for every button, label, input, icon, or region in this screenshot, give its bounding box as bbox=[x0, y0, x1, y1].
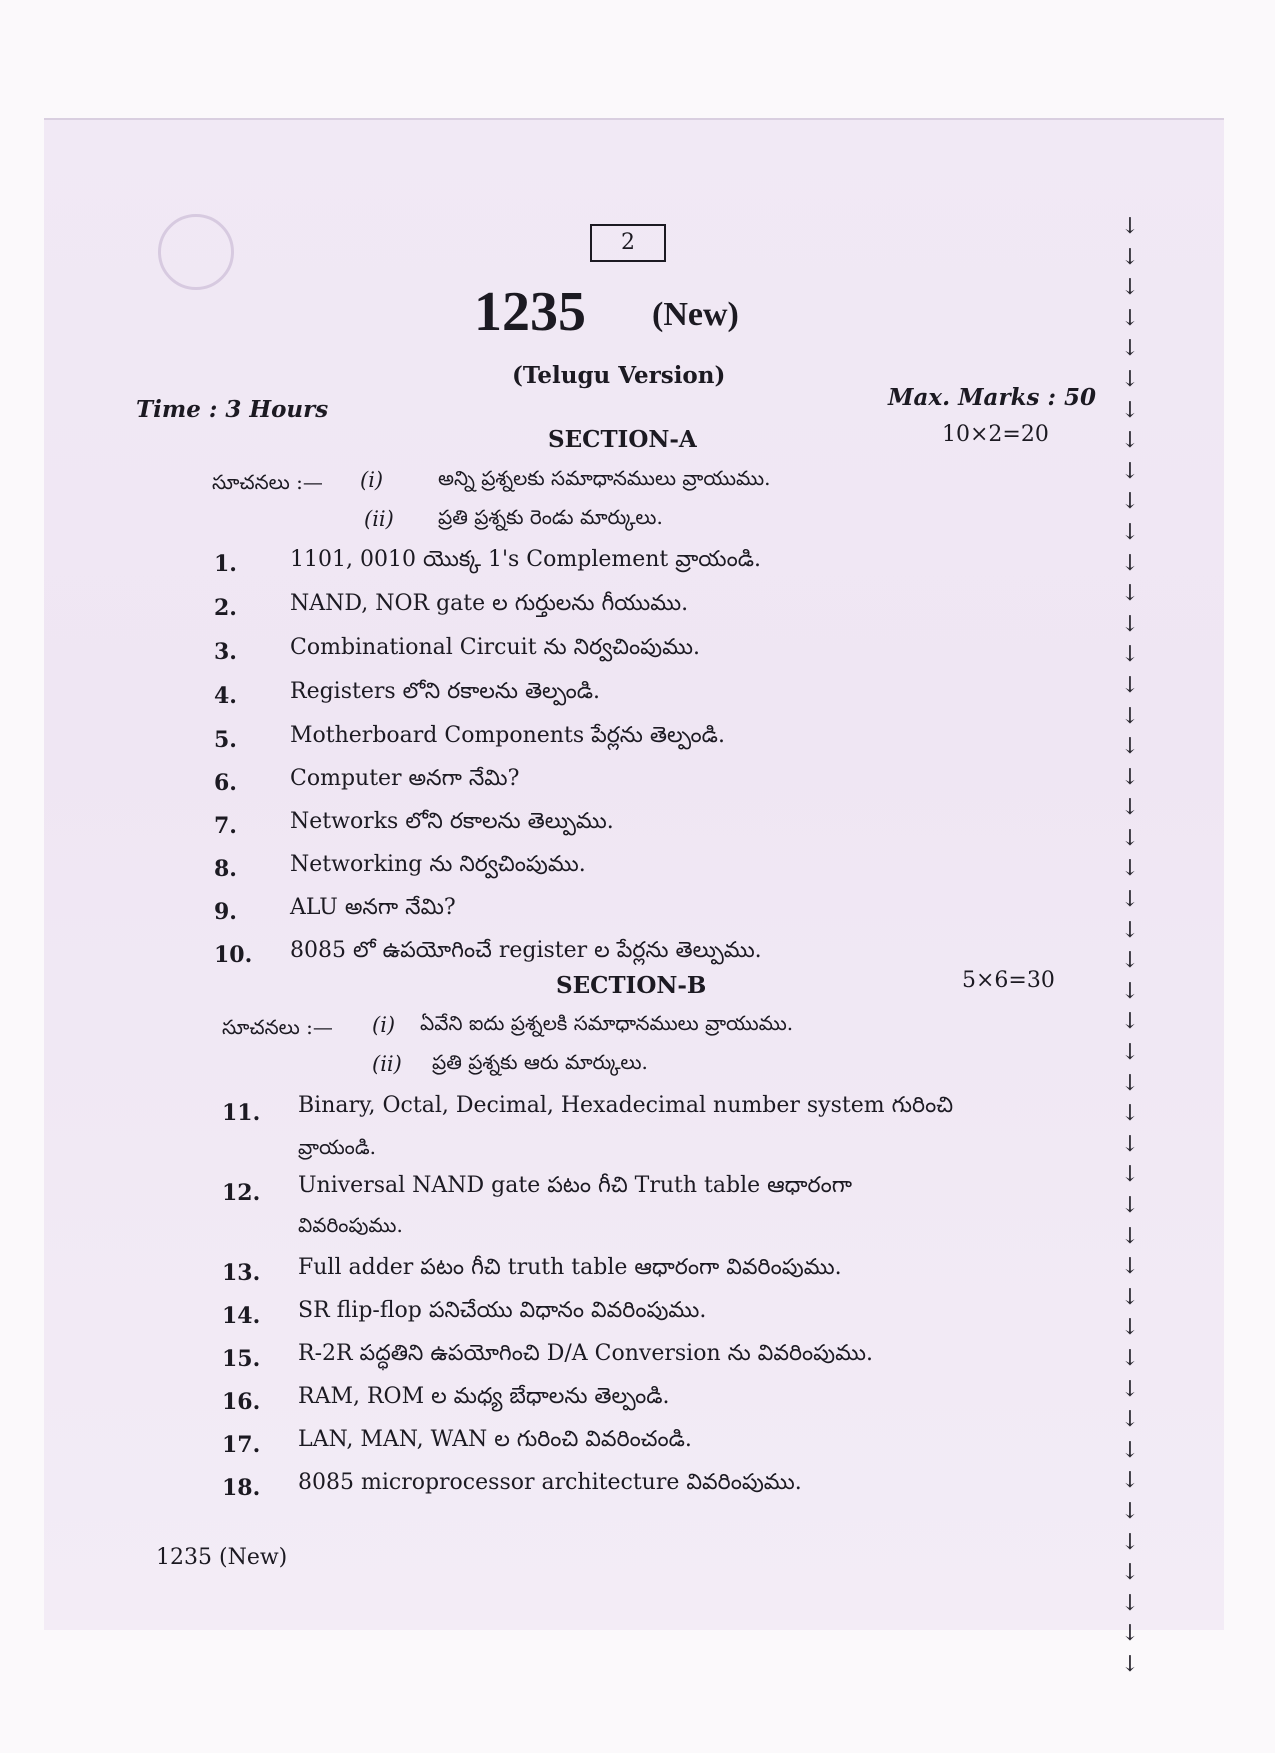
question-text: Binary, Octal, Decimal, Hexadecimal number system గురించి bbox=[298, 1093, 954, 1118]
down-arrow-icon: ↓ bbox=[1120, 1315, 1140, 1341]
down-arrow-icon: ↓ bbox=[1120, 1498, 1140, 1524]
question-number: 4. bbox=[214, 683, 237, 709]
question-number: 15. bbox=[222, 1346, 261, 1372]
down-arrow-icon: ↓ bbox=[1120, 550, 1140, 576]
down-arrow-icon: ↓ bbox=[1120, 489, 1140, 515]
down-arrow-icon: ↓ bbox=[1120, 1162, 1140, 1188]
margin-arrows bbox=[1118, 212, 1142, 1681]
down-arrow-icon: ↓ bbox=[1120, 948, 1140, 974]
down-arrow-icon: ↓ bbox=[1120, 305, 1140, 331]
question-text: Universal NAND gate పటం గీచి Truth table ఆధారంగా bbox=[298, 1173, 853, 1198]
question-number: 8. bbox=[214, 856, 237, 882]
question-number: 11. bbox=[222, 1100, 261, 1126]
down-arrow-icon: ↓ bbox=[1120, 458, 1140, 484]
down-arrow-icon: ↓ bbox=[1120, 1651, 1140, 1677]
down-arrow-icon: ↓ bbox=[1120, 428, 1140, 454]
question-number: 6. bbox=[214, 770, 237, 796]
down-arrow-icon: ↓ bbox=[1120, 1284, 1140, 1310]
bleed-through-circle bbox=[158, 214, 234, 290]
question-text: Computer అనగా నేమి? bbox=[290, 766, 520, 791]
down-arrow-icon: ↓ bbox=[1120, 1070, 1140, 1096]
section-b-instruction-2-roman: (ii) bbox=[372, 1052, 402, 1076]
question-text-continued: వివరింపుము. bbox=[298, 1213, 403, 1237]
question-text: NAND, NOR gate ల గుర్తులను గీయుము. bbox=[290, 591, 689, 616]
down-arrow-icon: ↓ bbox=[1120, 703, 1140, 729]
down-arrow-icon: ↓ bbox=[1120, 611, 1140, 637]
section-a-instruction-1-roman: (i) bbox=[360, 468, 384, 492]
question-text: Networks లోని రకాలను తెల్పుము. bbox=[290, 809, 614, 834]
down-arrow-icon: ↓ bbox=[1120, 1131, 1140, 1157]
down-arrow-icon: ↓ bbox=[1120, 214, 1140, 239]
footer-paper-code: 1235 (New) bbox=[156, 1545, 288, 1570]
section-b-marks: 5×6=30 bbox=[962, 968, 1055, 993]
section-a-marks: 10×2=20 bbox=[942, 422, 1049, 447]
max-marks: Max. Marks : 50 bbox=[888, 384, 1096, 411]
question-text: RAM, ROM ల మధ్య బేధాలను తెల్పండి. bbox=[298, 1384, 670, 1409]
question-number: 12. bbox=[222, 1180, 261, 1206]
question-text: Combinational Circuit ను నిర్వచింపుము. bbox=[290, 635, 700, 660]
down-arrow-icon: ↓ bbox=[1120, 1009, 1140, 1035]
paper-code-suffix: (New) bbox=[652, 296, 739, 333]
question-text: SR flip-flop పనిచేయు విధానం వివరింపుము. bbox=[298, 1298, 707, 1323]
page-number-box: 2 bbox=[590, 224, 666, 262]
question-text: Networking ను నిర్వచింపుము. bbox=[290, 852, 586, 877]
paper-version: (Telugu Version) bbox=[512, 362, 726, 389]
down-arrow-icon: ↓ bbox=[1120, 581, 1140, 607]
question-number: 13. bbox=[222, 1260, 261, 1286]
question-text: Registers లోని రకాలను తెల్పండి. bbox=[290, 679, 601, 704]
question-number: 18. bbox=[222, 1475, 261, 1501]
section-a-instruction-2-roman: (ii) bbox=[364, 507, 394, 531]
down-arrow-icon: ↓ bbox=[1120, 1193, 1140, 1218]
question-number: 17. bbox=[222, 1432, 261, 1458]
down-arrow-icon: ↓ bbox=[1120, 887, 1140, 913]
question-text: 8085 లో ఉపయోగించే register ల పేర్లను తెల్పుము. bbox=[290, 938, 762, 963]
down-arrow-icon: ↓ bbox=[1120, 1254, 1140, 1280]
down-arrow-icon: ↓ bbox=[1120, 244, 1140, 270]
question-text: ALU అనగా నేమి? bbox=[290, 895, 456, 920]
question-number: 5. bbox=[214, 727, 237, 753]
section-a-instruction-label: సూచనలు :— bbox=[212, 470, 323, 494]
down-arrow-icon: ↓ bbox=[1120, 642, 1140, 668]
section-a-title: SECTION-A bbox=[548, 426, 697, 453]
down-arrow-icon: ↓ bbox=[1120, 1407, 1140, 1433]
section-b-instruction-1-roman: (i) bbox=[372, 1013, 396, 1037]
down-arrow-icon: ↓ bbox=[1120, 1437, 1140, 1463]
down-arrow-icon: ↓ bbox=[1120, 734, 1140, 760]
down-arrow-icon: ↓ bbox=[1120, 764, 1140, 790]
question-number: 3. bbox=[214, 639, 237, 665]
question-number: 10. bbox=[214, 942, 253, 968]
question-number: 9. bbox=[214, 899, 237, 925]
question-text-continued: వ్రాయండి. bbox=[298, 1135, 376, 1159]
down-arrow-icon: ↓ bbox=[1120, 1529, 1140, 1555]
paper-code: 1235 bbox=[474, 281, 586, 343]
question-text: Full adder పటం గీచి truth table ఆధారంగా వివరింపుము. bbox=[298, 1255, 842, 1280]
section-b-instruction-2: ప్రతి ప్రశ్నకు ఆరు మార్కులు. bbox=[432, 1050, 648, 1074]
question-number: 14. bbox=[222, 1303, 261, 1329]
down-arrow-icon: ↓ bbox=[1120, 672, 1140, 698]
down-arrow-icon: ↓ bbox=[1120, 397, 1140, 423]
down-arrow-icon: ↓ bbox=[1120, 1040, 1140, 1066]
question-text: R-2R పద్ధతిని ఉపయోగించి D/A Conversion ను వివరింపుము. bbox=[298, 1341, 873, 1366]
down-arrow-icon: ↓ bbox=[1120, 795, 1140, 821]
down-arrow-icon: ↓ bbox=[1120, 1468, 1140, 1494]
down-arrow-icon: ↓ bbox=[1120, 978, 1140, 1004]
down-arrow-icon: ↓ bbox=[1120, 1345, 1140, 1371]
down-arrow-icon: ↓ bbox=[1120, 1223, 1140, 1249]
section-a-instruction-2: ప్రతి ప్రశ్నకు రెండు మార్కులు. bbox=[438, 505, 663, 529]
question-number: 1. bbox=[214, 551, 237, 577]
section-b-instruction-label: సూచనలు :— bbox=[222, 1015, 333, 1039]
question-number: 7. bbox=[214, 813, 237, 839]
question-number: 2. bbox=[214, 595, 237, 621]
down-arrow-icon: ↓ bbox=[1120, 336, 1140, 362]
question-text: 1101, 0010 యొక్క 1's Complement వ్రాయండి. bbox=[290, 547, 762, 572]
down-arrow-icon: ↓ bbox=[1120, 275, 1140, 301]
down-arrow-icon: ↓ bbox=[1120, 1590, 1140, 1616]
down-arrow-icon: ↓ bbox=[1120, 856, 1140, 882]
down-arrow-icon: ↓ bbox=[1120, 1376, 1140, 1402]
question-text: 8085 microprocessor architecture వివరింపుము. bbox=[298, 1470, 802, 1495]
down-arrow-icon: ↓ bbox=[1120, 1560, 1140, 1586]
down-arrow-icon: ↓ bbox=[1120, 366, 1140, 392]
time-allowed: Time : 3 Hours bbox=[136, 396, 329, 423]
section-a-instruction-1: అన్ని ప్రశ్నలకు సమాధానములు వ్రాయుము. bbox=[438, 466, 771, 490]
section-b-title: SECTION-B bbox=[556, 972, 707, 999]
down-arrow-icon: ↓ bbox=[1120, 825, 1140, 851]
down-arrow-icon: ↓ bbox=[1120, 1621, 1140, 1647]
down-arrow-icon: ↓ bbox=[1120, 917, 1140, 943]
down-arrow-icon: ↓ bbox=[1120, 1101, 1140, 1127]
down-arrow-icon: ↓ bbox=[1120, 519, 1140, 545]
section-b-instruction-1: ఏవేని ఐదు ప్రశ్నలకి సమాధానములు వ్రాయుము. bbox=[420, 1011, 794, 1035]
question-text: LAN, MAN, WAN ల గురించి వివరించండి. bbox=[298, 1427, 692, 1452]
question-number: 16. bbox=[222, 1389, 261, 1415]
question-text: Motherboard Components పేర్లను తెల్పండి. bbox=[290, 723, 725, 748]
